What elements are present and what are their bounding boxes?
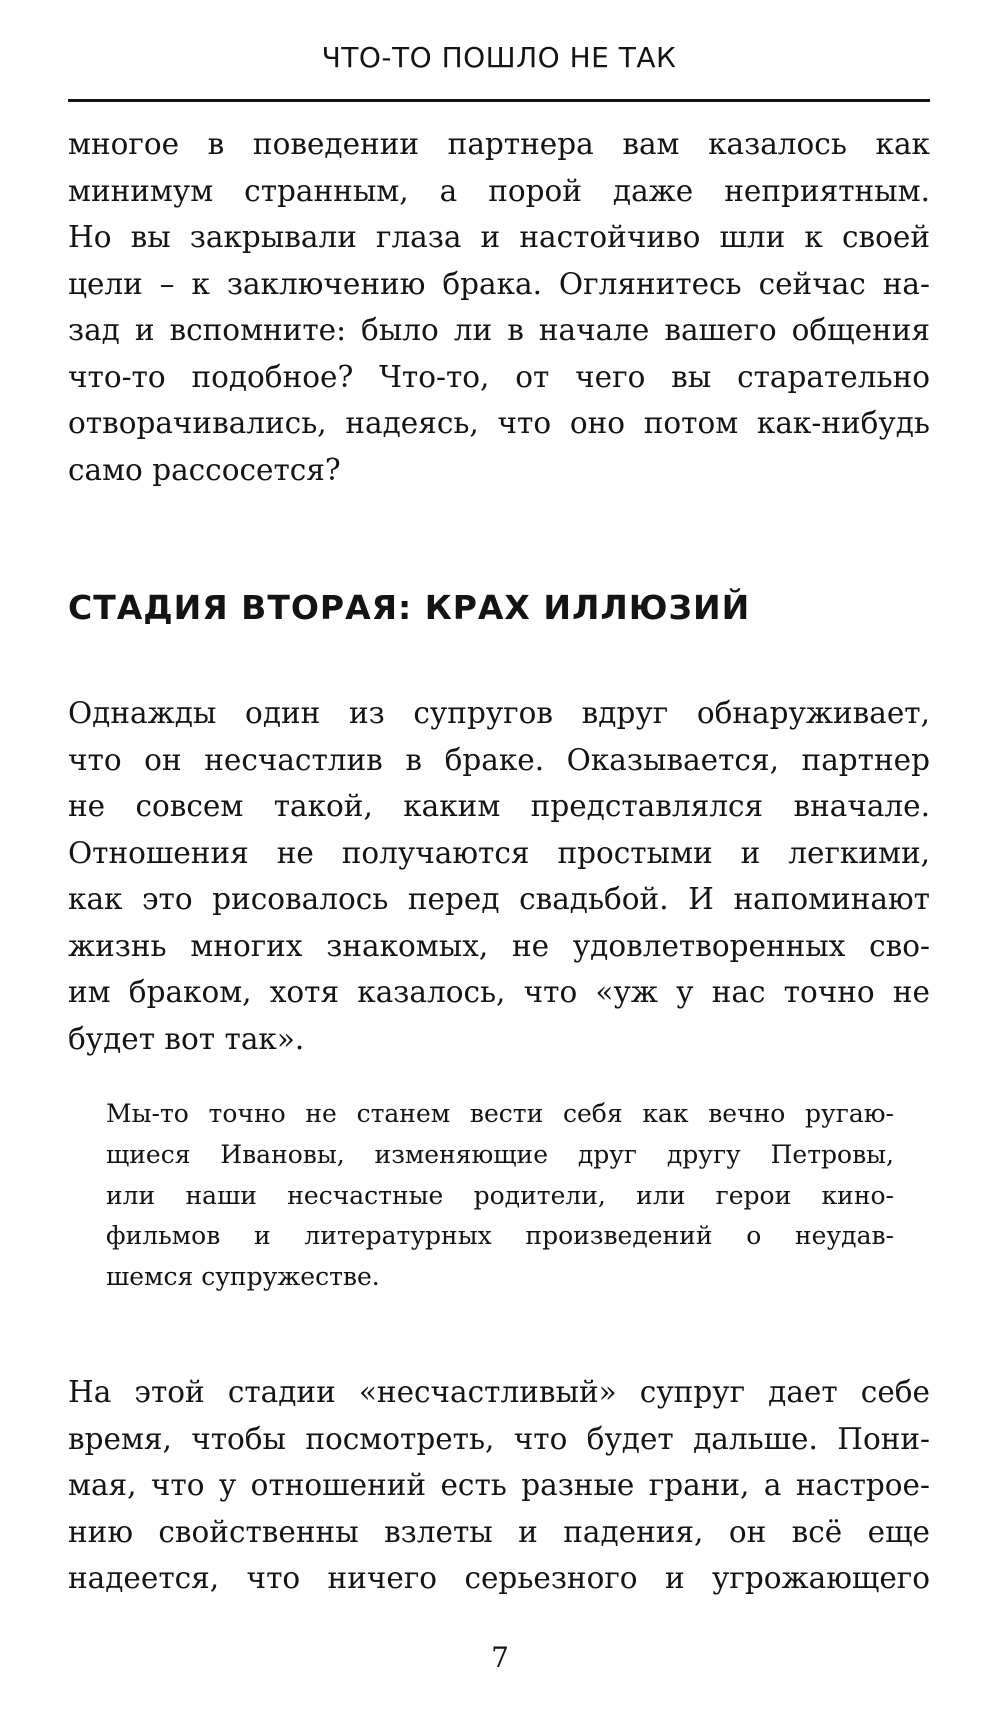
text-line: как это рисовалось перед свадьбой. И напоминают: [68, 882, 930, 916]
text-line: На этой стадии «несчастливый» супруг дает себе: [68, 1375, 930, 1409]
paragraph-3: [68, 1369, 930, 1602]
text-line: жизнь многих знакомых, не удовлетворенных сво-: [68, 928, 930, 963]
text-line: зад и вспомните: было ли в начале вашего общения: [68, 313, 930, 347]
paragraph-1: [68, 121, 930, 493]
paragraph-2: [68, 690, 930, 1062]
running-head: ЧТО-ТО ПОШЛО НЕ ТАК: [321, 41, 677, 74]
text-line: время, чтобы посмотреть, что будет дальше. Пони-: [68, 1421, 930, 1456]
text-line: им браком, хотя казалось, что «уж у нас точно не: [68, 975, 930, 1009]
text-line: надеется, что ничего серьезного и угрожающего: [68, 1561, 930, 1595]
text-line: само рассосется?: [68, 452, 341, 487]
text-line: отворачивались, надеясь, что оно потом как-нибудь: [68, 406, 930, 440]
text-line: мая, что у отношений есть разные грани, а настрое-: [68, 1468, 930, 1502]
text-line: нию свойственны взлеты и падения, он всё еще: [68, 1514, 930, 1549]
text-line: что он несчастлив в браке. Оказывается, партнер: [68, 742, 930, 777]
text-line: Отношения не получаются простыми и легкими,: [68, 835, 930, 870]
text-line: многое в поведении партнера вам казалось как: [68, 127, 930, 161]
quote-line: шемся супружестве.: [106, 1262, 380, 1292]
section-heading: СТАДИЯ ВТОРАЯ: КРАХ ИЛЛЮЗИЙ: [68, 588, 751, 627]
text-line: цели – к заключению брака. Оглянитесь сейчас на-: [68, 266, 930, 301]
header-rule: [68, 99, 930, 102]
quote-line: или наши несчастные родители, или герои кино-: [106, 1180, 894, 1210]
page-number: 7: [491, 1641, 509, 1674]
text-line: не совсем такой, каким представлялся вначале.: [68, 789, 930, 823]
text-line: будет вот так».: [68, 1021, 305, 1056]
quote-line: фильмов и литературных произведений о неудав-: [106, 1221, 894, 1251]
quote-line: щиеся Ивановы, изменяющие друг другу Петровы,: [106, 1139, 894, 1169]
quote-line: Мы-то точно не станем вести себя как вечно ругаю-: [106, 1099, 894, 1128]
block-quote: [106, 1094, 894, 1298]
text-line: что-то подобное? Что-то, от чего вы старательно: [68, 359, 930, 394]
text-line: Но вы закрывали глаза и настойчиво шли к своей: [68, 220, 930, 254]
text-line: минимум странным, а порой даже неприятным.: [68, 173, 930, 208]
text-line: Однажды один из супругов вдруг обнаруживает,: [68, 696, 930, 730]
